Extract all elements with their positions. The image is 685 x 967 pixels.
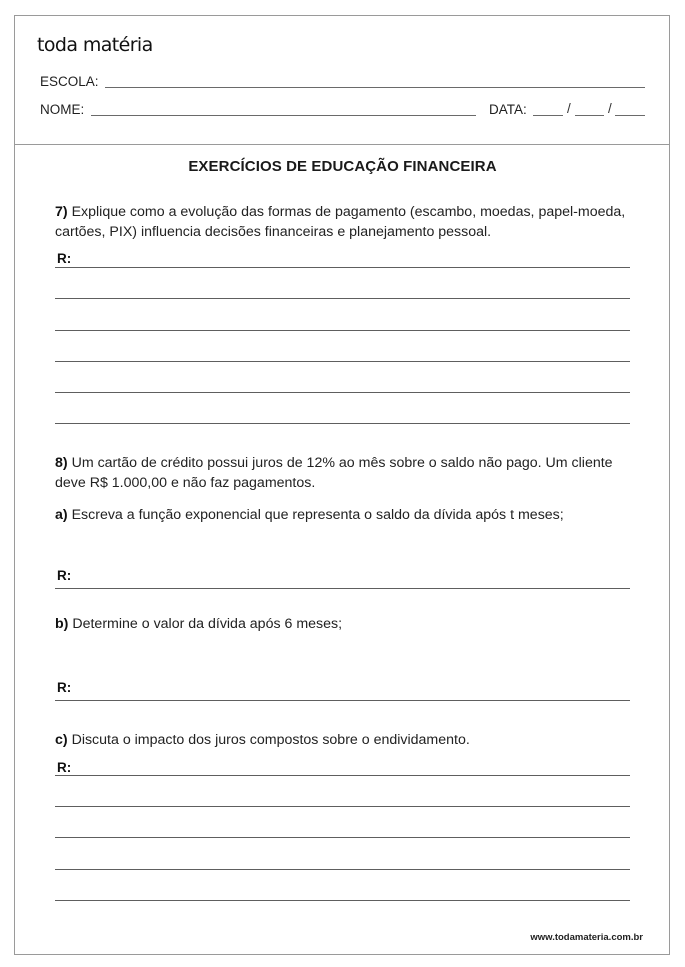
answer-line[interactable] (55, 869, 630, 870)
answer-line[interactable] (55, 267, 630, 268)
answer-line[interactable] (55, 423, 630, 424)
answer-line[interactable] (55, 588, 630, 589)
date-separator: / (567, 101, 571, 116)
answer-line[interactable] (55, 700, 630, 701)
answer-line[interactable] (55, 392, 630, 393)
answer-line[interactable] (55, 361, 630, 362)
answer-label: R: (57, 680, 72, 695)
answer-label: R: (57, 568, 72, 583)
page-title: EXERCÍCIOS DE EDUCAÇÃO FINANCEIRA (188, 158, 497, 175)
question-8c (55, 730, 635, 750)
website-footer: www.todamateria.com.br (530, 932, 643, 943)
part-letter: c) (55, 732, 68, 748)
question-7 (55, 202, 635, 242)
date-month-field[interactable] (575, 115, 604, 116)
answer-line[interactable] (55, 806, 630, 807)
part-letter: b) (55, 616, 69, 632)
date-separator: / (608, 101, 612, 116)
answer-line[interactable] (55, 837, 630, 838)
question-8b (55, 614, 635, 634)
answer-line[interactable] (55, 775, 630, 776)
question-number: 8) (55, 455, 68, 471)
part-text: Determine o valor da dívida após 6 meses; (68, 616, 343, 632)
date-day-field[interactable] (533, 115, 563, 116)
date-label: DATA: (489, 102, 527, 117)
answer-label: R: (57, 251, 72, 266)
header-divider (15, 144, 669, 145)
question-text: Explique como a evolução das formas de pagamento (escambo, moedas, papel-moeda, cartões, PIX) influencia decisões financeiras e planejamento pessoal. (55, 204, 626, 240)
question-8 (55, 453, 635, 493)
school-label: ESCOLA: (40, 74, 99, 89)
name-label: NOME: (40, 102, 85, 117)
logo: toda matéria (37, 34, 153, 56)
answer-line[interactable] (55, 330, 630, 331)
school-field[interactable] (105, 87, 645, 88)
part-text: Escreva a função exponencial que representa o saldo da dívida após t meses; (67, 507, 564, 523)
question-number: 7) (55, 204, 68, 220)
part-text: Discuta o impacto dos juros compostos sobre o endividamento. (67, 732, 470, 748)
answer-line[interactable] (55, 900, 630, 901)
answer-line[interactable] (55, 298, 630, 299)
question-text: Um cartão de crédito possui juros de 12% ao mês sobre o saldo não pago. Um cliente deve R$ 1.000,00 e não faz pagamentos. (55, 455, 613, 491)
name-field[interactable] (91, 115, 476, 116)
answer-label: R: (57, 760, 72, 775)
date-year-field[interactable] (615, 115, 645, 116)
part-letter: a) (55, 507, 68, 523)
question-8a (55, 505, 635, 525)
